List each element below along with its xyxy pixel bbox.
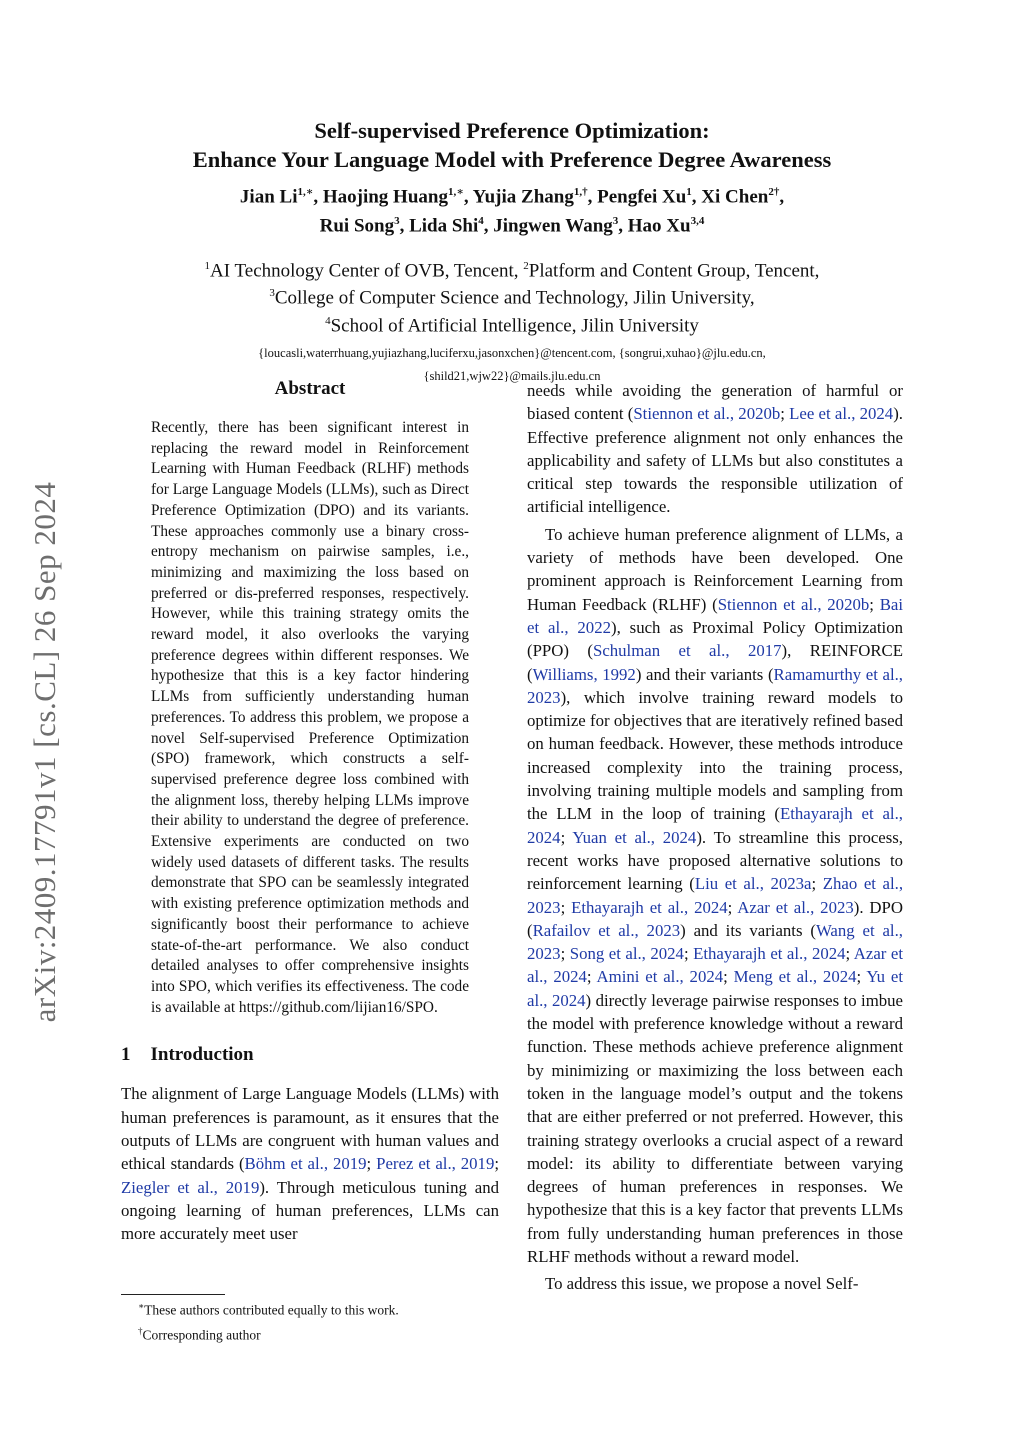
footnote-text: These authors contributed equally to this work. bbox=[144, 1302, 399, 1318]
footnotes bbox=[138, 1296, 498, 1345]
citation-link[interactable]: Azar et al., 2023 bbox=[737, 897, 854, 917]
author-name: Lida Shi bbox=[409, 215, 479, 237]
intro-paragraph bbox=[527, 523, 903, 1269]
affiliation-text: AI Technology Center of OVB, Tencent, bbox=[210, 259, 524, 281]
affiliation-text: College of Computer Science and Technology, Jilin University, bbox=[274, 287, 755, 309]
author-affiliation-mark: 3,4 bbox=[690, 215, 705, 228]
author-name: Yujia Zhang bbox=[472, 186, 574, 208]
paragraph-text: To achieve human preference alignment of LLMs, a variety of methods have been developed. One prominent approach is Reinforcement Learning from Human Feedback (RLHF) ( bbox=[527, 524, 903, 614]
citation-link[interactable]: Perez et al., 2019 bbox=[376, 1154, 495, 1174]
title-line-1: Self-supervised Preference Optimization: bbox=[314, 118, 710, 143]
paragraph-text: ; bbox=[869, 594, 880, 614]
citation-link[interactable]: Ethayarajh et al., 2024 bbox=[527, 804, 903, 847]
abstract-body: Recently, there has been significant interest in replacing the reward model in Reinforcement Learning with Human Feedback (RLHF) methods for Large Language Models (LLMs), such as Direct Preference Optimization (DPO) and its variants. These approaches commonly use a binary cross-entropy mechanism on pairwise samples, i.e., minimizing and maximizing the loss based on preferred or dis-preferred responses, respectively. However, while this training strategy omits the reward model, it also overlooks the varying preference degrees within different responses. We hypothesize that this is a key factor hindering LLMs from sufficiently understanding human preferences. To address this problem, we propose a novel Self-supervised Preference Optimization (SPO) framework, which constructs a self-supervised preference degree loss combined with the alignment loss, thereby helping LLMs improve their ability to understand the degree of preference. Extensive experiments are conducted on two widely used datasets of different tasks. The results demonstrate that SPO can be seamlessly integrated with existing preference optimization methods and significantly boost their performance to achieve state-of-the-art performance. We also conduct detailed analyses to offer comprehensive insights into SPO, which verifies its effectiveness. The code is available at https://github.com/lijian16/SPO. bbox=[151, 419, 469, 1016]
affiliation-list bbox=[112, 255, 912, 338]
paragraph-text: ; bbox=[727, 897, 738, 917]
citation-link[interactable]: Ethayarajh et al., 2024 bbox=[571, 897, 728, 917]
author-name: Haojing Huang bbox=[322, 186, 448, 208]
citation-link[interactable]: Zhao et al., 2023 bbox=[527, 874, 904, 917]
paragraph-text: ; bbox=[845, 944, 854, 964]
author-affiliation-mark: 1,† bbox=[573, 186, 588, 198]
footnote-mark: ∗ bbox=[138, 1301, 145, 1311]
paragraph-text: ). Effective preference alignment not only enhances the applicability and safety of LLMs but also constitutes a critical step towards the responsible utilization of artificial intelligence. bbox=[527, 404, 903, 517]
citation-link[interactable]: Yu et al., 2024 bbox=[527, 967, 903, 1010]
title-line-2: Enhance Your Language Model with Preference Degree Awareness bbox=[192, 147, 832, 172]
paragraph-text: ; bbox=[586, 967, 597, 987]
footnote-text: Corresponding author bbox=[142, 1327, 261, 1342]
affiliation-line bbox=[112, 282, 912, 310]
citation-link[interactable]: Liu et al., 2023a bbox=[694, 874, 812, 894]
citation-link[interactable]: Ziegler et al., 2019 bbox=[121, 1177, 260, 1197]
affiliation-text: School of Artificial Intelligence, Jilin University bbox=[330, 315, 699, 337]
intro-paragraph bbox=[527, 1272, 903, 1295]
author-name: Jian Li bbox=[239, 186, 298, 208]
author-name: Rui Song bbox=[319, 215, 395, 237]
citation-link[interactable]: Williams, 1992 bbox=[532, 664, 636, 684]
arxiv-identifier: arXiv:2409.17791v1 [cs.CL] 26 Sep 2024 bbox=[27, 481, 62, 1023]
citation-link[interactable]: Stiennon et al., 2020b bbox=[633, 404, 781, 424]
affiliation-mark: 4 bbox=[325, 315, 331, 328]
paragraph-text: ; bbox=[494, 1154, 500, 1174]
paragraph-text: ; bbox=[811, 874, 823, 894]
affiliation-mark: 1 bbox=[204, 259, 211, 272]
arxiv-sidebar-stamp bbox=[28, 450, 62, 1054]
citation-link[interactable]: Stiennon et al., 2020b bbox=[717, 594, 870, 614]
citation-link[interactable]: Song et al., 2024 bbox=[569, 944, 684, 964]
author-affiliation-mark: 1,∗ bbox=[297, 186, 314, 198]
citation-link[interactable]: Bai et al., 2022 bbox=[527, 594, 903, 637]
citation-link[interactable]: Ethayarajh et al., 2024 bbox=[693, 944, 846, 964]
author-affiliation-mark: 1,∗ bbox=[447, 186, 464, 198]
author-name: Hao Xu bbox=[627, 215, 691, 237]
affiliation-line bbox=[112, 255, 912, 283]
citation-link[interactable]: Meng et al., 2024 bbox=[733, 967, 857, 987]
paragraph-text: ) directly leverage pairwise responses to imbue the model with preference knowledge without a reward function. These methods achieve preference alignment by minimizing or maximizing the loss between each token in the language model’s output and the tokens that are either preferred or not preferred. However, this training strategy overlooks a crucial aspect of a reward model: its ability to differentiate between varying degrees of human preferences in responses. We hypothesize that this is a key factor that prevents LLMs from fully understanding human preferences in those RLHF methods without a reward model. bbox=[527, 990, 904, 1266]
paragraph-text: The alignment of Large Language Models (LLMs) with human preferences is paramount, as it ensures that the outputs of LLMs are congruent with human values and ethical standards ( bbox=[121, 1084, 499, 1174]
paragraph-text: ; bbox=[560, 897, 572, 917]
citation-link[interactable]: Yuan et al., 2024 bbox=[572, 827, 697, 847]
affiliation-line bbox=[112, 310, 912, 338]
paragraph-text: ; bbox=[723, 967, 734, 987]
paragraph-text: needs while avoiding the generation of harmful or biased content ( bbox=[527, 381, 903, 424]
paragraph-text: ), such as Proximal Policy Optimization (PPO) ( bbox=[527, 617, 903, 661]
paragraph-text: ; bbox=[780, 404, 790, 424]
section-heading-introduction bbox=[121, 1042, 499, 1068]
citation-link[interactable]: Böhm et al., 2019 bbox=[244, 1154, 367, 1174]
citation-link[interactable]: Lee et al., 2024 bbox=[789, 404, 894, 424]
author-affiliation-mark: 1 bbox=[686, 186, 692, 198]
paragraph-text: ; bbox=[560, 944, 570, 964]
paragraph-text: ; bbox=[856, 967, 867, 987]
author-affiliation-mark: 3 bbox=[612, 215, 619, 228]
intro-paragraph bbox=[121, 1082, 499, 1245]
author-list: Jian $Li^{1,∗}$, Haojing Huang$^{1,∗}$, Yujia Zhang$^{1,\dagger}$, Pengfei Xu$^1$, Xi Chen$^{2\dagger}$, Rui Song$^3$, Lida Shi$^4$, Jingwen Wang$^3$, Hao Xu$^{3,4}$ bbox=[239, 186, 785, 237]
paragraph-text: ). Through meticulous tuning and ongoing learning of human preferences, LLMs can more accurately meet user bbox=[121, 1177, 499, 1244]
paragraph-text: ; bbox=[366, 1154, 377, 1174]
footnote bbox=[138, 1296, 498, 1321]
left-column bbox=[121, 376, 499, 1245]
email-line: {shild21,wjw22}@mails.jlu.edu.cn bbox=[423, 369, 601, 384]
section-title: Introduction bbox=[150, 1044, 254, 1066]
affiliation-text: Platform and Content Group, Tencent, bbox=[528, 259, 820, 281]
paragraph-text: To address this issue, we propose a novel Self- bbox=[545, 1274, 859, 1294]
footnote-mark: † bbox=[138, 1325, 143, 1336]
citation-link[interactable]: Rafailov et al., 2023 bbox=[532, 920, 681, 940]
footnote bbox=[138, 1321, 498, 1346]
paragraph-text: ), which involve training reward models to optimize for objectives that are iteratively refined based on human feedback. However, these methods introduce increased complexity into the training process, involving training multiple models and sampling from the LLM in the loop of training ( bbox=[527, 687, 903, 824]
citation-link[interactable]: Amini et al., 2024 bbox=[596, 967, 724, 987]
affiliation-mark: 3 bbox=[269, 287, 275, 300]
email-line: {loucasli,waterrhuang,yujiazhang,luciferxu,jasonxchen}@tencent.com, {songrui,xuhao}@jlu.edu.cn, bbox=[258, 346, 766, 361]
citation-link[interactable]: Wang et al., 2023 bbox=[527, 920, 903, 964]
paper-header bbox=[112, 116, 912, 388]
author-name: Pengfei Xu bbox=[597, 186, 687, 208]
paragraph-text: ) and its variants ( bbox=[680, 920, 816, 940]
paragraph-text: ; bbox=[683, 944, 694, 964]
affiliation-mark: 2 bbox=[523, 259, 529, 272]
paragraph-text: ; bbox=[560, 827, 573, 847]
citation-link[interactable]: Ramamurthy et al., 2023 bbox=[527, 664, 903, 707]
paragraph-text: ). To streamline this process, recent works have proposed alternative solutions to reinforcement learning ( bbox=[527, 827, 903, 894]
author-affiliation-mark: 4 bbox=[478, 215, 484, 228]
right-column bbox=[527, 379, 903, 1296]
author-name: Jingwen Wang bbox=[493, 215, 613, 237]
section-number: 1 bbox=[121, 1044, 131, 1066]
citation-link[interactable]: Azar et al., 2024 bbox=[527, 944, 903, 987]
citation-link[interactable]: Schulman et al., 2017 bbox=[592, 641, 782, 661]
paragraph-text: ), REINFORCE ( bbox=[527, 641, 903, 684]
paper-title bbox=[112, 116, 912, 174]
abstract-heading: Abstract bbox=[274, 378, 346, 399]
author-affiliation-mark: 3 bbox=[394, 215, 400, 228]
paragraph-text: ) and their variants ( bbox=[635, 664, 774, 684]
footnote-rule bbox=[121, 1294, 225, 1295]
author-name: Xi Chen bbox=[701, 186, 769, 208]
paragraph-text: ). DPO ( bbox=[527, 897, 903, 940]
author-affiliation-mark: 2† bbox=[768, 186, 780, 198]
intro-paragraph bbox=[527, 379, 903, 519]
